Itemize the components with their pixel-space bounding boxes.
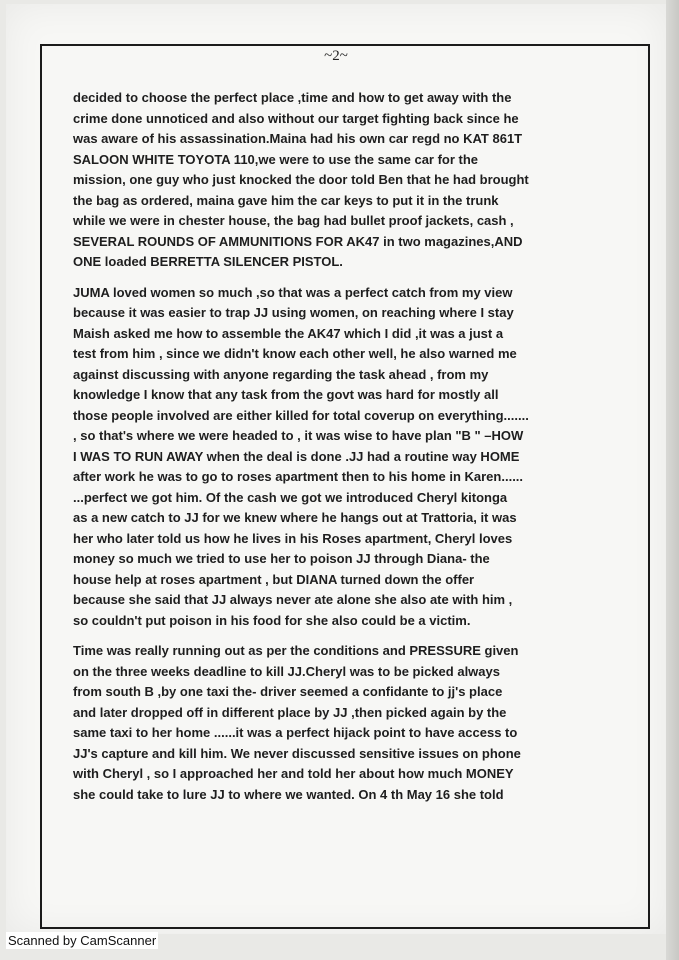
text-line: was aware of his assassination.Maina had his own car regd no KAT 861T [73, 131, 523, 146]
text-line: against discussing with anyone regarding the task ahead , from my [73, 366, 489, 382]
text-line: while we were in chester house, the bag had bullet proof jackets, cash , [73, 213, 514, 228]
text-line: those people involved are either killed for total coverup on everything....... [73, 407, 529, 423]
page-edge-shadow [666, 0, 679, 960]
text-line: ONE loaded BERRETTA SILENCER PISTOL. [73, 254, 343, 269]
text-line: JUMA loved women so much ,so that was a perfect catch from my view [73, 284, 513, 300]
page-number: ~2~ [324, 48, 348, 64]
text-line: with Cheryl , so I approached her and told her about how much MONEY [73, 766, 514, 781]
text-line: after work he was to go to roses apartment then to his home in Karen...... [73, 469, 524, 484]
text-line: because she said that JJ always never ate alone she also ate with him , [73, 592, 513, 607]
text-line: Maish asked me how to assemble the AK47 which I did ,it was a just a [73, 325, 504, 341]
text-line: her who later told us how he lives in his Roses apartment, Cheryl loves [73, 530, 513, 546]
scanner-footer: Scanned by CamScanner [8, 933, 157, 948]
text-line: from south B ,by one taxi the- driver seemed a confidante to jj's place [73, 684, 503, 699]
text-line: as a new catch to JJ for we knew where he hangs out at Trattoria, it was [73, 510, 517, 525]
text-line: so couldn't put poison in his food for she also could be a victim. [73, 612, 471, 628]
text-line: the bag as ordered, maina gave him the car keys to put it in the trunk [73, 192, 499, 208]
text-line: JJ's capture and kill him. We never discussed sensitive issues on phone [73, 745, 521, 761]
text-line: and later dropped off in different place by JJ ,then picked again by the [73, 704, 507, 720]
paragraph [73, 88, 623, 273]
text-line: Time was really running out as per the conditions and PRESSURE given [73, 643, 519, 658]
text-line: SEVERAL ROUNDS OF AMMUNITIONS FOR AK47 in two magazines,AND [73, 233, 523, 249]
text-line: SALOON WHITE TOYOTA 110,we were to use the same car for the [73, 151, 479, 167]
text-line: crime done unnoticed and also without our target fighting back since he [73, 110, 519, 126]
paragraph [73, 283, 623, 632]
text-line: I WAS TO RUN AWAY when the deal is done .JJ had a routine way HOME [73, 448, 520, 464]
text-line: money so much we tried to use her to poison JJ through Diana- the [73, 551, 490, 566]
text-line: ...perfect we got him. Of the cash we got we introduced Cheryl kitonga [73, 489, 508, 505]
text-line: on the three weeks deadline to kill JJ.Cheryl was to be picked always [73, 663, 500, 679]
text-line: she could take to lure JJ to where we wanted. On 4 th May 16 she told [73, 786, 504, 802]
text-line: house help at roses apartment , but DIANA turned down the offer [73, 571, 475, 587]
document-body [73, 88, 623, 815]
text-line: same taxi to her home ......it was a perfect hijack point to have access to [73, 725, 518, 740]
paragraph [73, 641, 623, 805]
text-line: mission, one guy who just knocked the door told Ben that he had brought [73, 172, 529, 187]
scanned-page [6, 4, 666, 934]
text-line: decided to choose the perfect place ,time and how to get away with the [73, 90, 512, 105]
text-line: knowledge I know that any task from the govt was hard for mostly all [73, 387, 499, 402]
text-line: because it was easier to trap JJ using women, on reaching where I stay [73, 305, 514, 320]
text-line: test from him , since we didn't know each other well, he also warned me [73, 346, 517, 361]
text-line: , so that's where we were headed to , it was wise to have plan "B " –HOW [73, 428, 524, 443]
